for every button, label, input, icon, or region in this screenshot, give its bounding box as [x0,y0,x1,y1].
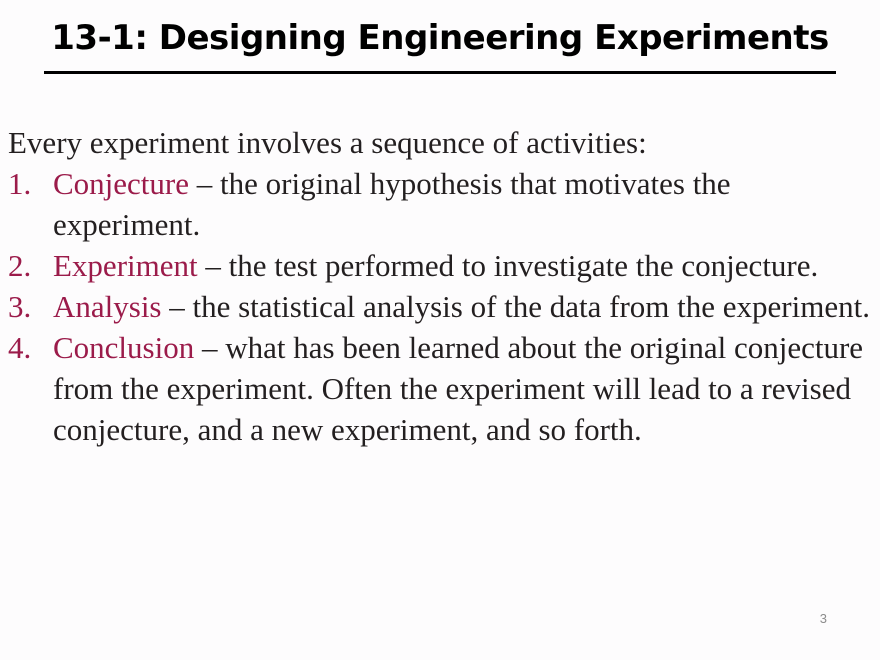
item-term: Experiment [53,248,198,283]
slide-title: 13-1: Designing Engineering Experiments [51,18,829,58]
intro-text: Every experiment involves a sequence of activities: [8,125,647,160]
item-description: – the statistical analysis of the data from the experiment. [161,289,870,324]
item-term: Conclusion [53,330,195,365]
item-term: Conjecture [53,166,190,201]
list-item [8,286,870,327]
item-number: 4. [8,330,32,365]
list-item [8,163,870,245]
item-number: 3. [8,289,32,324]
title-underline [44,71,836,74]
item-term: Analysis [53,289,162,324]
page-number: 3 [819,611,827,626]
item-number: 1. [8,166,32,201]
item-description: – the test performed to investigate the conjecture. [197,248,819,283]
item-description: – the original hypothesis that motivates the experiment. [53,166,731,242]
list-item [8,327,870,450]
item-description: – what has been learned about the original conjecture from the experiment. Often the experiment will lead to a revised conjecture, and a new experiment, and so forth. [53,330,864,447]
item-number: 2. [8,248,32,283]
activity-list [8,163,870,450]
list-item [8,245,870,286]
slide-body [8,122,870,450]
